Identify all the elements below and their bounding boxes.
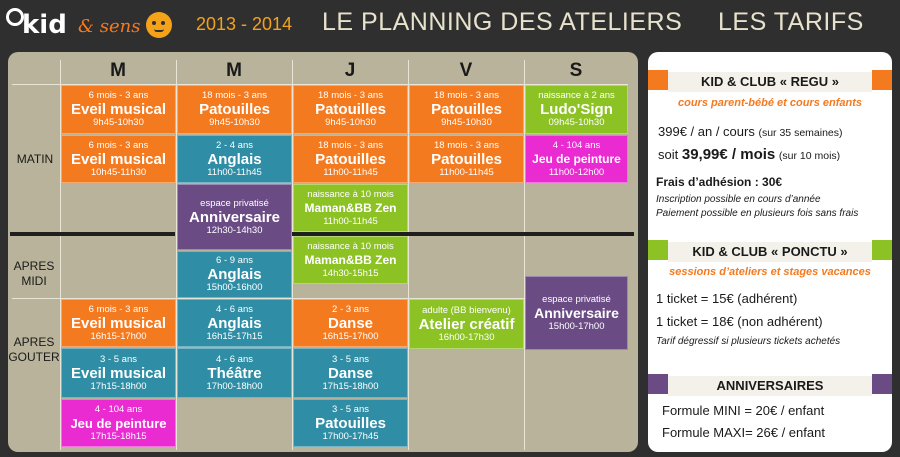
cell-time: 15h00-16h00 <box>206 282 263 293</box>
regu-note-2: Paiement possible en plusieurs fois sans frais <box>656 208 859 219</box>
cell-time: 17h15-18h00 <box>322 380 379 392</box>
anniv-title: ANNIVERSAIRES <box>668 374 872 396</box>
cell-age: 18 mois - 3 ans <box>202 90 267 101</box>
cell-time: 14h30-15h15 <box>322 267 379 279</box>
ponctu-title: KID & CLUB « PONCTU » <box>668 240 872 262</box>
activity-cell[interactable] <box>293 135 408 183</box>
cell-activity: Anniversaire <box>189 208 280 226</box>
regu-frais: Frais d’adhésion : 30€ <box>656 175 783 189</box>
activity-cell[interactable] <box>293 399 408 447</box>
anniv-accent-left <box>648 374 668 394</box>
ponctu-accent-left <box>648 240 668 260</box>
activity-cell[interactable] <box>293 299 408 347</box>
cell-time: 12h30-14h30 <box>206 224 263 236</box>
activity-cell[interactable] <box>177 299 292 347</box>
cell-activity: Patouilles <box>199 101 270 118</box>
cell-time: 10h45-11h30 <box>90 166 147 178</box>
activity-cell[interactable] <box>177 85 292 134</box>
cell-activity: Anglais <box>207 266 262 283</box>
activity-cell[interactable] <box>61 299 176 347</box>
anniv-accent-right <box>872 374 892 394</box>
cell-time: 16h15-17h00 <box>322 330 379 342</box>
cell-activity: Patouilles <box>431 101 502 118</box>
cell-activity: Anniversaire <box>534 304 619 321</box>
cell-age: 18 mois - 3 ans <box>434 90 499 101</box>
cell-age: 4 - 104 ans <box>552 139 601 151</box>
day-header-jeudi: J <box>292 60 408 82</box>
cell-age: espace privatisé <box>200 197 269 209</box>
activity-cell[interactable] <box>409 135 524 183</box>
activity-cell[interactable] <box>61 348 176 398</box>
day-header-samedi: S <box>524 60 628 82</box>
cell-time: 11h00-12h00 <box>548 166 605 178</box>
ponctu-subtitle: sessions d’ateliers et stages vacances <box>669 266 871 278</box>
day-header-vendredi: V <box>408 60 524 82</box>
anniv-formule-maxi: Formule MAXI= 26€ / enfant <box>662 425 825 440</box>
cell-time: 9h45-10h30 <box>93 117 144 128</box>
cell-time: 9h45-10h30 <box>209 117 260 128</box>
row-label-matin: MATIN <box>16 151 54 166</box>
activity-cell[interactable] <box>61 135 176 183</box>
activity-cell[interactable] <box>293 236 408 284</box>
school-year: 2013 - 2014 <box>196 14 293 34</box>
cell-time: 16h00-17h30 <box>438 331 495 343</box>
cell-time: 9h45-10h30 <box>325 117 376 128</box>
cell-activity: Maman&BB Zen <box>304 252 397 267</box>
cell-age: 3 - 5 ans <box>332 403 369 415</box>
regu-accent-left <box>648 70 668 90</box>
cell-age: naissance à 2 ans <box>538 90 615 101</box>
cell-activity: Patouilles <box>315 150 386 168</box>
tarifs-title: LES TARIFS <box>718 8 864 36</box>
activity-cell[interactable] <box>293 85 408 134</box>
cell-activity: Maman&BB Zen <box>304 200 397 215</box>
activity-cell[interactable] <box>177 348 292 398</box>
activity-cell[interactable] <box>293 348 408 398</box>
cell-time: 16h15-17h15 <box>206 330 263 342</box>
ponctu-ticket-non-adherent: 1 ticket = 18€ (non adhérent) <box>656 314 823 329</box>
cell-activity: Danse <box>327 364 374 382</box>
cell-activity: Danse <box>327 314 374 332</box>
regu-accent-right <box>872 70 892 90</box>
cell-age: 2 - 3 ans <box>332 303 369 315</box>
cell-time: 17h00-17h45 <box>322 430 379 442</box>
cell-activity: Théâtre <box>207 364 262 382</box>
activity-cell[interactable] <box>525 135 628 183</box>
activity-cell[interactable] <box>293 184 408 232</box>
cell-activity: Anglais <box>207 314 262 332</box>
activity-cell[interactable] <box>177 184 292 250</box>
activity-cell[interactable] <box>525 85 628 134</box>
cell-age: 6 mois - 3 ans <box>88 90 149 101</box>
cell-age: 18 mois - 3 ans <box>318 139 383 151</box>
row-label-apres-gouter: APRES GOUTER <box>8 335 60 364</box>
regu-title: KID & CLUB « REGU » <box>668 70 872 92</box>
cell-time: 11h00-11h45 <box>207 166 262 178</box>
cell-age: 6 mois - 3 ans <box>88 303 149 315</box>
cell-activity: Eveil musical <box>70 364 167 382</box>
cell-age: 18 mois - 3 ans <box>434 139 499 151</box>
logo-sens-text: & sens <box>78 16 141 37</box>
cell-age: 4 - 6 ans <box>216 353 253 365</box>
ponctu-accent-right <box>872 240 892 260</box>
cell-time: 9h45-10h30 <box>441 117 492 128</box>
cell-age: espace privatisé <box>542 293 611 305</box>
anniv-formule-mini: Formule MINI = 20€ / enfant <box>662 403 825 418</box>
cell-age: 4 - 104 ans <box>94 403 143 415</box>
cell-activity: Atelier créatif <box>418 315 515 333</box>
cell-age: 3 - 5 ans <box>332 353 369 365</box>
cell-time: 09h45-10h30 <box>548 117 605 128</box>
cell-time: 17h00-18h00 <box>206 380 263 392</box>
cell-age: naissance à 10 mois <box>307 240 394 252</box>
regu-subtitle: cours parent-bébé et cours enfants <box>678 97 862 109</box>
cell-activity: Eveil musical <box>70 314 167 332</box>
cell-activity: Eveil musical <box>70 101 167 118</box>
activity-cell[interactable] <box>525 276 628 350</box>
activity-cell[interactable] <box>177 135 292 183</box>
cell-time: 17h15-18h00 <box>90 380 147 392</box>
cell-activity: Patouilles <box>315 414 386 432</box>
cell-time: 17h15-18h15 <box>90 430 147 442</box>
activity-cell[interactable] <box>409 85 524 134</box>
cell-activity: Patouilles <box>315 101 386 118</box>
mascot-icon <box>146 12 172 38</box>
cell-activity: Eveil musical <box>70 150 167 168</box>
activity-cell[interactable] <box>61 399 176 447</box>
regu-note-1: Inscription possible en cours d’année <box>656 194 821 205</box>
logo-kid-text: kid <box>22 10 67 40</box>
activity-cell[interactable] <box>177 251 292 298</box>
cell-age: 18 mois - 3 ans <box>318 90 383 101</box>
page-title: LE PLANNING DES ATELIERS <box>322 8 683 36</box>
logo <box>6 6 176 44</box>
cell-time: 15h00-17h00 <box>548 320 605 332</box>
row-label-apres-midi: APRES MIDI <box>13 259 55 288</box>
cell-age: adulte (BB bienvenu) <box>422 304 511 316</box>
day-header-mardi: M <box>60 60 176 82</box>
cell-age: 6 - 9 ans <box>216 255 253 266</box>
cell-activity: Jeu de peinture <box>70 415 167 431</box>
cell-activity: Patouilles <box>431 150 502 168</box>
cell-activity: Ludo'Sign <box>540 101 613 118</box>
cell-time: 11h00-11h45 <box>439 166 494 178</box>
cell-age: 6 mois - 3 ans <box>88 139 149 151</box>
cell-activity: Jeu de peinture <box>532 151 621 166</box>
ponctu-note: Tarif dégressif si plusieurs tickets achetés <box>656 336 841 347</box>
activity-cell[interactable] <box>61 85 176 134</box>
cell-time: 16h15-17h00 <box>90 330 147 342</box>
cell-activity: Anglais <box>207 150 262 168</box>
activity-cell[interactable] <box>409 299 524 349</box>
cell-age: 3 - 5 ans <box>100 353 137 365</box>
day-header-mercredi: M <box>176 60 292 82</box>
cell-age: naissance à 10 mois <box>307 188 394 200</box>
ponctu-ticket-adherent: 1 ticket = 15€ (adhérent) <box>656 291 798 306</box>
cell-time: 11h00-11h45 <box>323 166 378 178</box>
regu-price-line: 399€ / an / cours (sur 35 semaines) <box>658 124 843 139</box>
cell-age: 4 - 6 ans <box>216 303 253 315</box>
cell-age: 2 - 4 ans <box>216 139 253 151</box>
regu-monthly-line: soit 39,99€ / mois (sur 10 mois) <box>658 146 841 163</box>
cell-time: 11h00-11h45 <box>323 215 378 227</box>
